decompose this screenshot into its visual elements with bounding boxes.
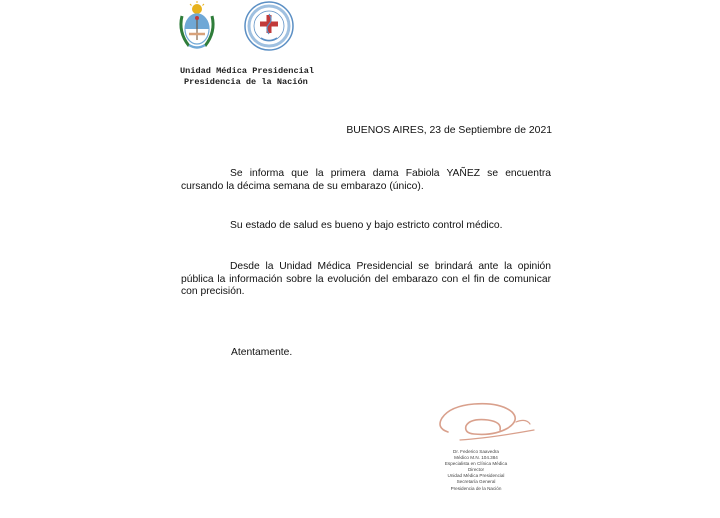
paragraph-health	[181, 220, 551, 233]
signer-unit: Unidad Médica Presidencial	[447, 473, 505, 479]
paragraph-pregnancy	[181, 168, 551, 193]
signer-block	[436, 449, 516, 492]
handwritten-signature	[430, 392, 545, 448]
paragraph-health-text: Su estado de salud es bueno y bajo estricto control médico.	[230, 220, 503, 231]
letterhead-presidency: Presidencia de la Nación	[184, 77, 308, 87]
signer-name: Dr. Federico Saavedra	[453, 449, 499, 454]
signer-license: Médico M.N. 104.384	[454, 455, 498, 461]
signer-role: Director	[467, 467, 485, 473]
signer-secretariat: Secretaría General	[456, 479, 496, 485]
date-line: BUENOS AIRES, 23 de Septiembre de 2021	[346, 125, 552, 136]
paragraph-communication-text: Desde la Unidad Médica Presidencial se brindará ante la opinión pública la información sobre la evolución del embarazo con el fin de comunicar con precisión.	[181, 261, 551, 298]
paragraph-communication	[181, 261, 551, 299]
closing: Atentamente.	[231, 347, 293, 358]
paragraph-pregnancy-text: Se informa que la primera dama Fabiola YAÑEZ se encuentra cursando la décima semana de su embarazo (único).	[181, 168, 551, 192]
letterhead	[180, 66, 314, 88]
unidad-medica-seal-icon	[243, 0, 295, 52]
letterhead-unit: Unidad Médica Presidencial	[180, 66, 315, 76]
signer-specialty: Especialista en Clínica Médica	[444, 461, 508, 467]
signer-presidency: Presidencia de la Nación	[450, 485, 502, 491]
argentina-coat-of-arms-icon	[176, 0, 218, 52]
